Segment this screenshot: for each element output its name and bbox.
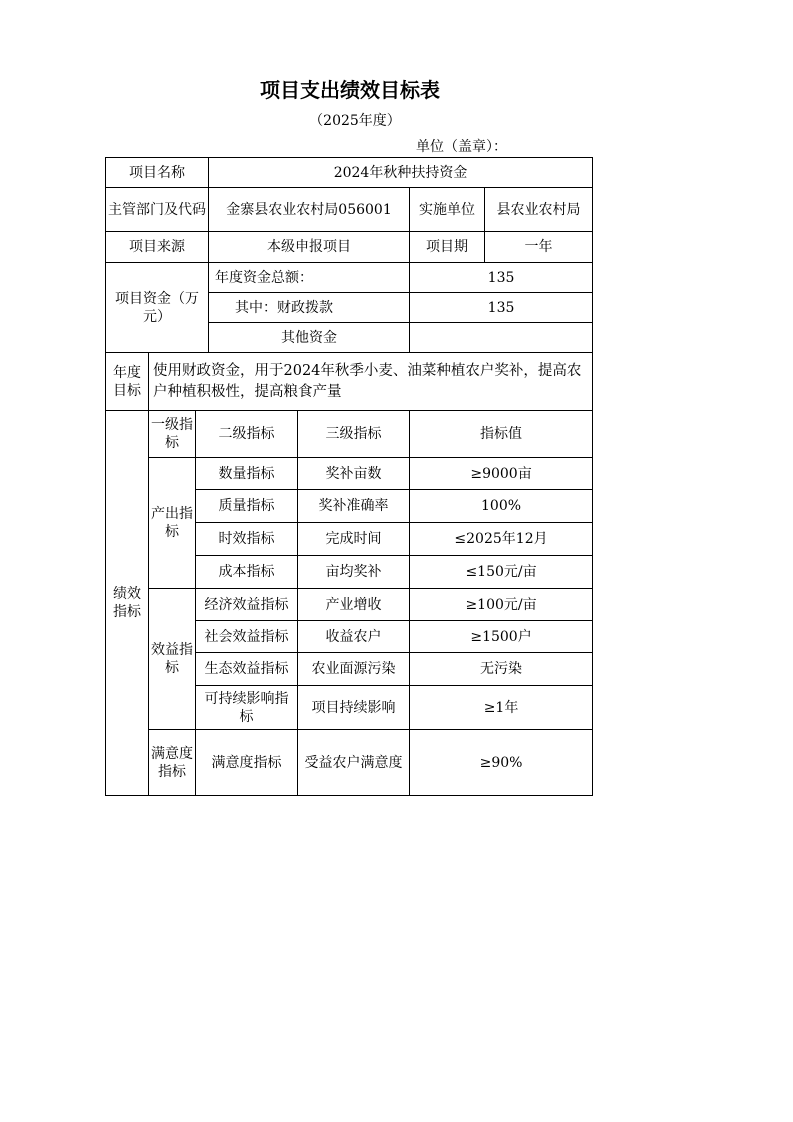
table-row bbox=[106, 458, 593, 490]
performance-target-table bbox=[105, 157, 593, 796]
period-label: 项目期 bbox=[410, 232, 485, 263]
level3-header: 三级指标 bbox=[298, 411, 410, 458]
indicator-level3: 收益农户 bbox=[298, 621, 410, 653]
impl-unit-label: 实施单位 bbox=[410, 188, 485, 232]
indicator-level2: 时效指标 bbox=[196, 523, 298, 556]
funds-label: 项目资金（万元） bbox=[106, 263, 209, 353]
annual-total-value: 135 bbox=[410, 263, 593, 293]
source-label: 项目来源 bbox=[106, 232, 209, 263]
indicator-level3: 奖补准确率 bbox=[298, 490, 410, 523]
indicator-value: ≥100元/亩 bbox=[410, 589, 593, 621]
other-funds-label: 其他资金 bbox=[209, 323, 410, 353]
department-value: 金寨县农业农村局056001 bbox=[209, 188, 410, 232]
indicator-level3: 项目持续影响 bbox=[298, 686, 410, 730]
unit-stamp-label: 单位（盖章）： bbox=[416, 139, 507, 155]
indicator-level2: 质量指标 bbox=[196, 490, 298, 523]
group-output: 产出指标 bbox=[149, 458, 196, 589]
row-department bbox=[106, 188, 593, 232]
project-name-value: 2024年秋种扶持资金 bbox=[209, 158, 593, 188]
indicator-level3: 完成时间 bbox=[298, 523, 410, 556]
department-label: 主管部门及代码 bbox=[106, 188, 209, 232]
indicator-value: ≥90% bbox=[410, 730, 593, 796]
indicator-value: ≤2025年12月 bbox=[410, 523, 593, 556]
indicator-value: ≥1500户 bbox=[410, 621, 593, 653]
indicator-value: ≤150元/亩 bbox=[410, 556, 593, 589]
indicator-value: ≥9000亩 bbox=[410, 458, 593, 490]
indicator-level3: 奖补亩数 bbox=[298, 458, 410, 490]
indicator-level2: 经济效益指标 bbox=[196, 589, 298, 621]
other-funds-value bbox=[410, 323, 593, 353]
group-satisfaction: 满意度指标 bbox=[149, 730, 196, 796]
impl-unit-value: 县农业农村局 bbox=[485, 188, 593, 232]
source-value: 本级申报项目 bbox=[209, 232, 410, 263]
indicator-level3: 受益农户满意度 bbox=[298, 730, 410, 796]
indicator-level3: 农业面源污染 bbox=[298, 653, 410, 686]
annual-goal-value: 使用财政资金，用于2024年秋季小麦、油菜种植农户奖补，提高农户种植积极性，提高粮食产量 bbox=[149, 353, 593, 411]
row-annual-total bbox=[106, 263, 593, 293]
indicator-level2: 社会效益指标 bbox=[196, 621, 298, 653]
row-indicator-header bbox=[106, 411, 593, 458]
annual-total-label: 年度资金总额： bbox=[209, 263, 410, 293]
performance-label: 绩效指标 bbox=[106, 411, 149, 796]
page-title: 项目支出绩效目标表 bbox=[260, 78, 440, 102]
fiscal-value: 135 bbox=[410, 293, 593, 323]
indicator-value: 无污染 bbox=[410, 653, 593, 686]
indicator-level3: 亩均奖补 bbox=[298, 556, 410, 589]
indicator-level2: 成本指标 bbox=[196, 556, 298, 589]
level2-header: 二级指标 bbox=[196, 411, 298, 458]
table-row bbox=[106, 589, 593, 621]
period-value: 一年 bbox=[485, 232, 593, 263]
indicator-level2: 满意度指标 bbox=[196, 730, 298, 796]
indicator-level2: 数量指标 bbox=[196, 458, 298, 490]
level1-header: 一级指标 bbox=[149, 411, 196, 458]
value-header: 指标值 bbox=[410, 411, 593, 458]
fiscal-year: （2025年度） bbox=[309, 113, 401, 129]
row-annual-goal bbox=[106, 353, 593, 411]
annual-goal-label: 年度目标 bbox=[106, 353, 149, 411]
indicator-value: ≥1年 bbox=[410, 686, 593, 730]
row-project-name bbox=[106, 158, 593, 188]
indicator-level2: 可持续影响指标 bbox=[196, 686, 298, 730]
group-benefit: 效益指标 bbox=[149, 589, 196, 730]
row-source bbox=[106, 232, 593, 263]
indicator-value: 100% bbox=[410, 490, 593, 523]
table-row bbox=[106, 730, 593, 796]
fiscal-label: 其中：财政拨款 bbox=[209, 293, 410, 323]
project-name-label: 项目名称 bbox=[106, 158, 209, 188]
indicator-level3: 产业增收 bbox=[298, 589, 410, 621]
indicator-level2: 生态效益指标 bbox=[196, 653, 298, 686]
